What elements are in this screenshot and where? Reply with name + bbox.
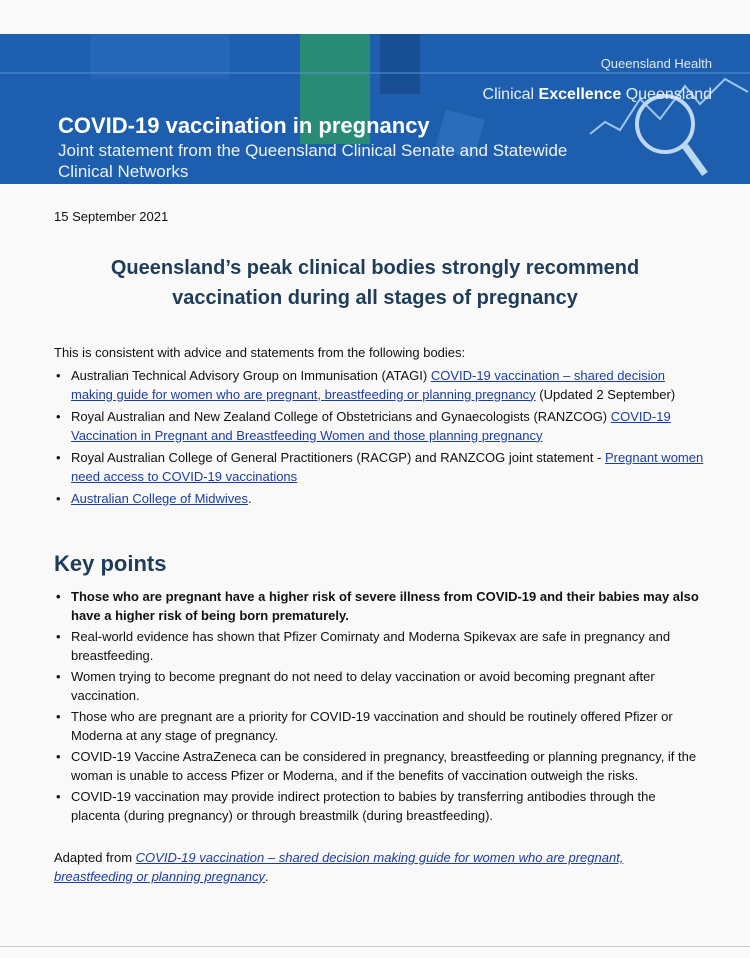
page-divider: [0, 946, 750, 947]
list-item: [54, 490, 704, 509]
document-title: COVID-19 vaccination in pregnancy: [58, 113, 430, 138]
statement-date: 15 September 2021: [54, 209, 169, 224]
list-item: • COVID-19 vaccination may provide indirect protection to babies by transferring antibodies through the placenta (during pregnancy) or through breastmilk (during breastfeeding).: [54, 788, 704, 825]
key-points-list: [54, 588, 704, 828]
source-link[interactable]: Pregnant women need access to COVID-19 vaccinations: [71, 450, 704, 484]
body-name: Royal Australian and New Zealand College of Obstetricians and Gynaecologists (RANZCOG): [71, 409, 611, 424]
unit-logo-text: [483, 86, 712, 104]
headline: Queensland’s peak clinical bodies strongly recommend vaccination during all stages of pregnancy: [110, 257, 640, 309]
source-link[interactable]: COVID-19 vaccination – shared decision making guide for women who are pregnant, breastfeeding or planning pregnancy: [54, 850, 624, 884]
unit-prefix: Clinical: [482, 86, 539, 103]
unit-bold: Excellence: [538, 86, 622, 103]
intro-text: This is consistent with advice and statements from the following bodies:: [54, 345, 466, 360]
body-note: (Updated 2 September): [535, 386, 676, 402]
body-name: Royal Australian College of General Practitioners (RACGP) and RANZCOG joint statement -: [71, 450, 605, 465]
list-item: • Those who are pregnant have a higher risk of severe illness from COVID-19 and their babies may also have a higher risk of being born prematurely.: [54, 588, 704, 625]
org-name: Queensland Health: [600, 56, 712, 71]
header-banner: [0, 34, 750, 184]
source-link[interactable]: Australian College of Midwives: [71, 491, 249, 506]
document-subtitle: Joint statement from the Queensland Clinical Senate and Statewide Clinical Networks: [58, 141, 568, 181]
list-item: • Real-world evidence has shown that Pfizer Comirnaty and Moderna Spikevax are safe in pregnancy and breastfeeding.: [54, 628, 704, 665]
source-link[interactable]: COVID-19 Vaccination in Pregnant and Breastfeeding Women and those planning pregnancy: [71, 409, 671, 443]
source-link[interactable]: COVID-19 vaccination – shared decision making guide for women who are pregnant, breastfeeding or planning pregnancy: [71, 368, 665, 402]
key-points-heading: Key points: [54, 551, 167, 576]
list-item: • Those who are pregnant are a priority for COVID-19 vaccination and should be routinely offered Pfizer or Moderna at any stage of pregnancy.: [54, 708, 704, 745]
adapted-from-note: [54, 849, 694, 886]
bodies-list: [54, 367, 704, 513]
unit-suffix: Queensland: [621, 86, 712, 103]
list-item: [54, 408, 704, 445]
list-item: • Women trying to become pregnant do not need to delay vaccination or avoid becoming pregnant after vaccination.: [54, 668, 704, 705]
adapted-prefix: Adapted from: [54, 850, 136, 865]
list-item: [54, 367, 704, 404]
list-item: [54, 449, 704, 486]
body-name: Australian Technical Advisory Group on Immunisation (ATAGI): [71, 368, 431, 383]
body-note: .: [248, 491, 252, 506]
list-item: • COVID-19 Vaccine AstraZeneca can be considered in pregnancy, breastfeeding or planning pregnancy, if the woman is unable to access Pfizer or Moderna, and if the benefits of vaccination outweigh the risks.: [54, 748, 704, 785]
adapted-suffix: .: [265, 868, 269, 884]
